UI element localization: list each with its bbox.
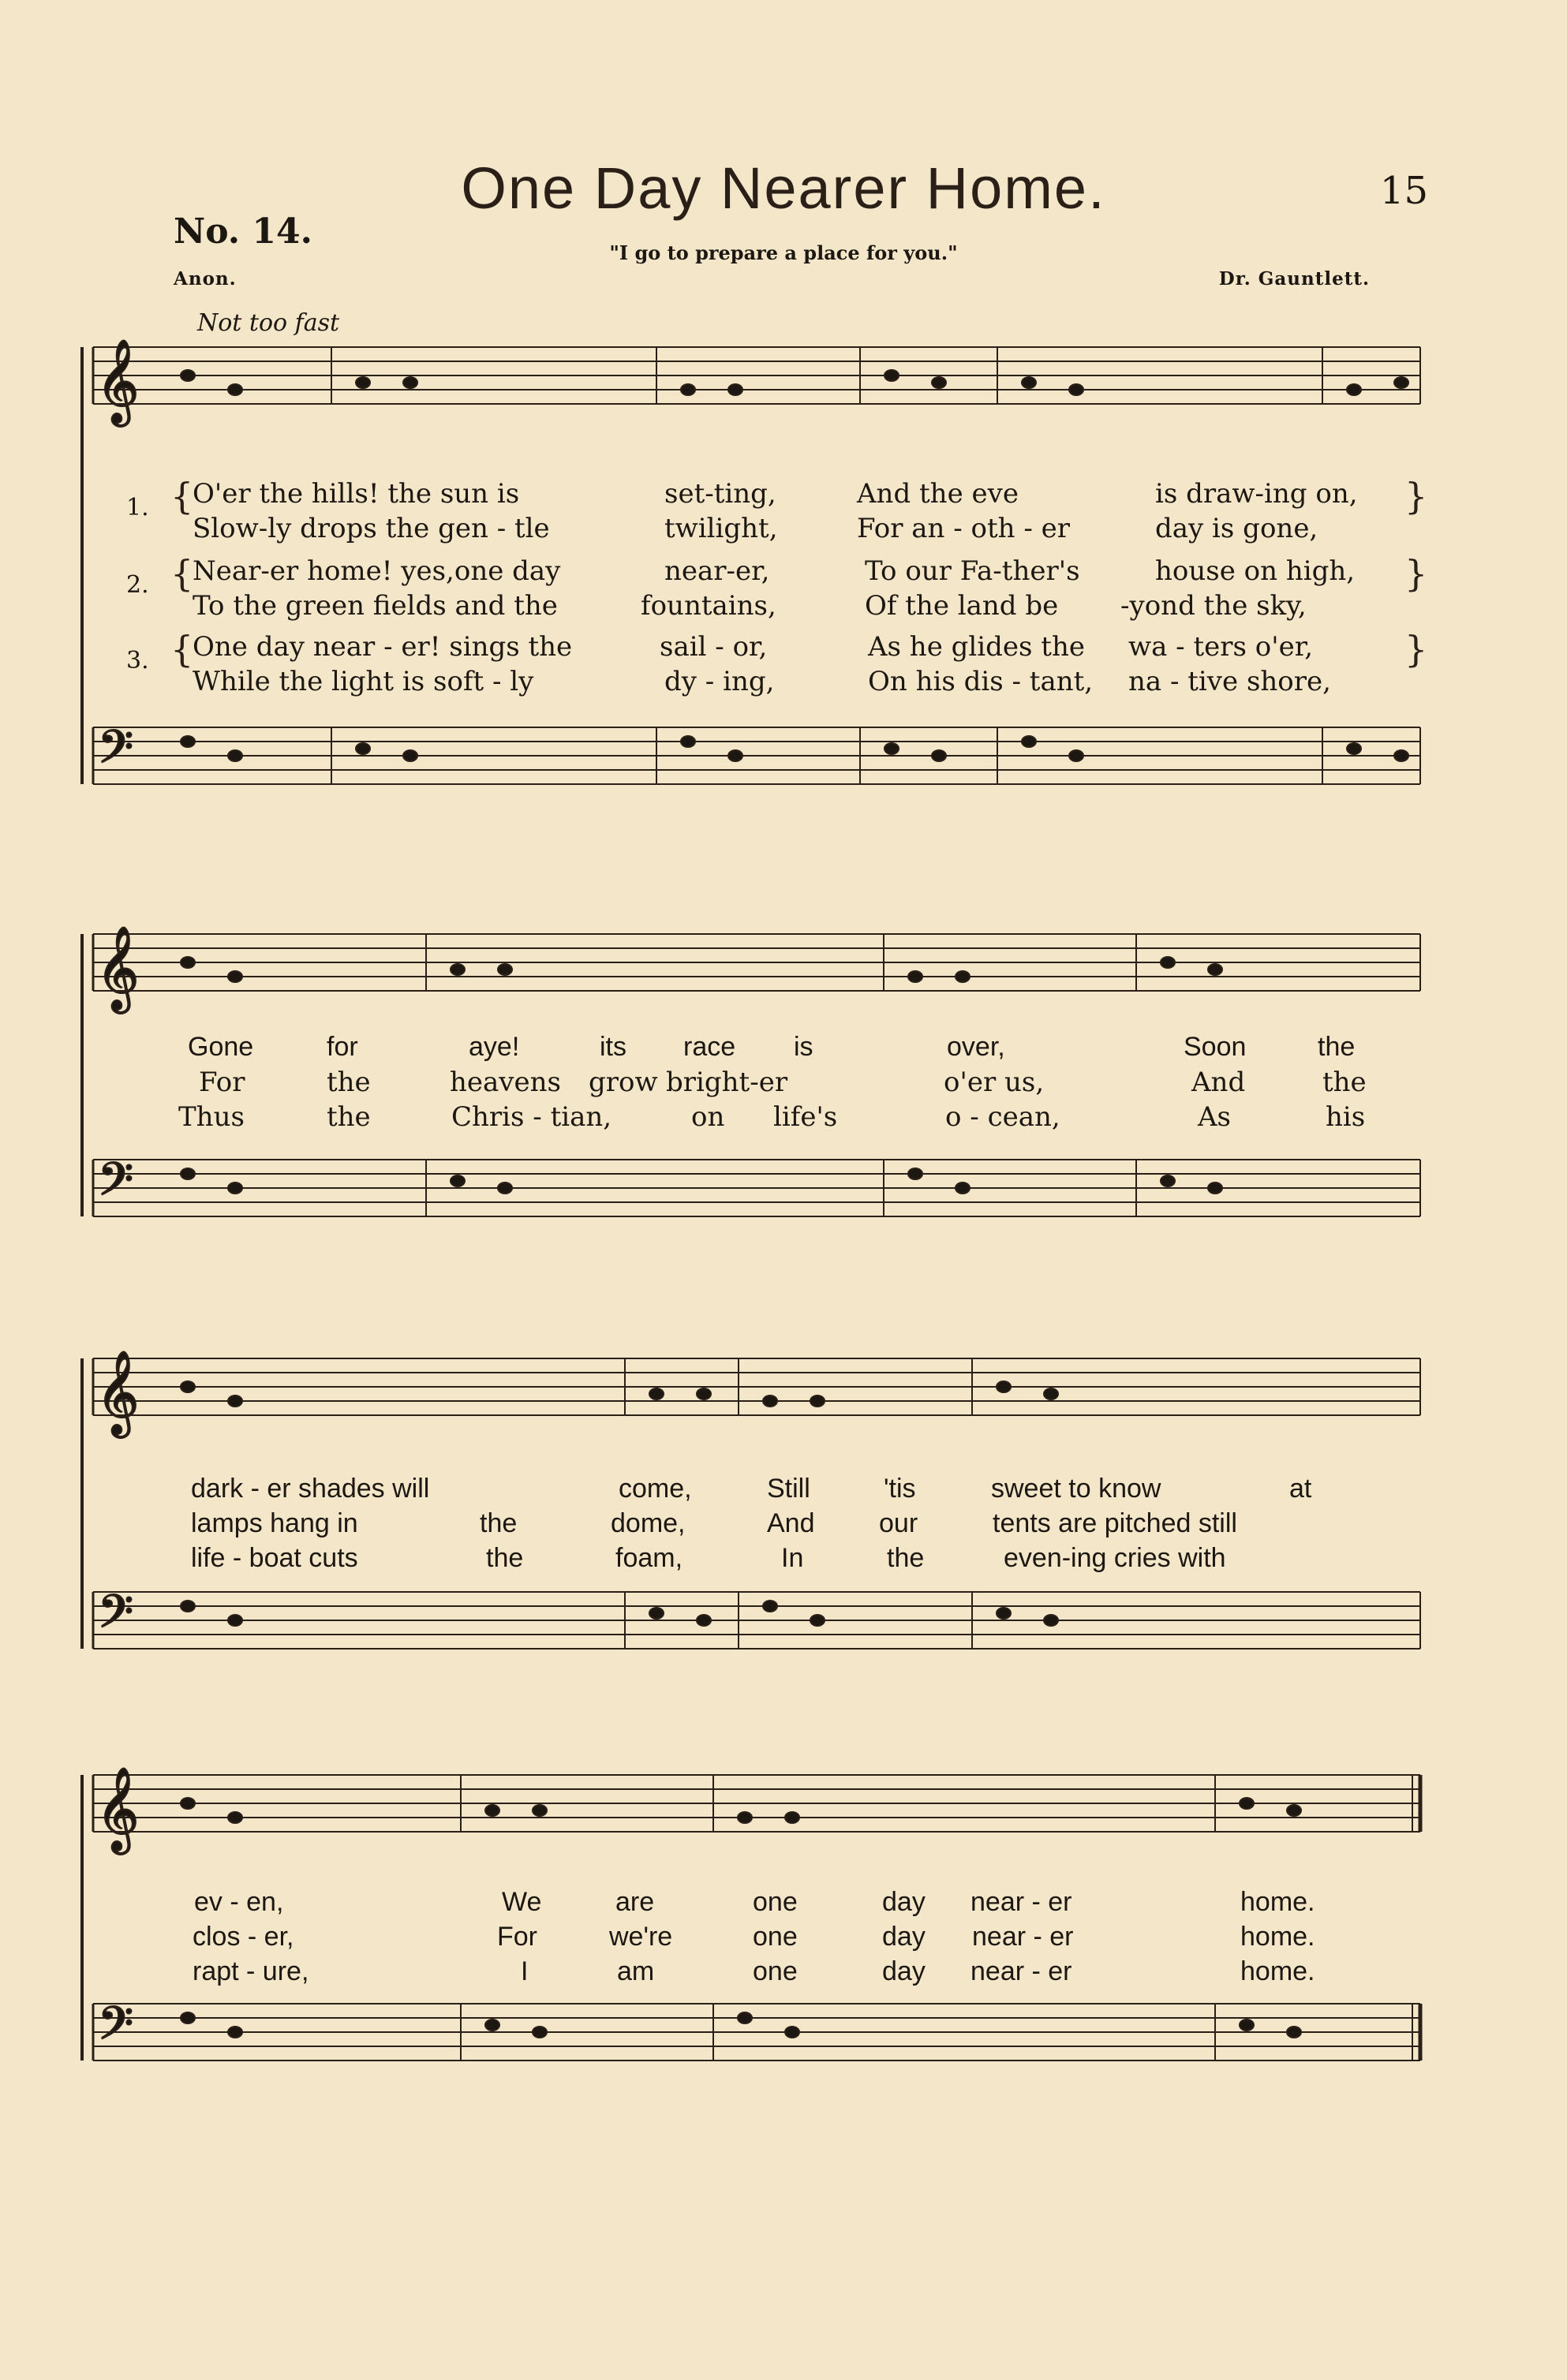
- verse-number-1: 1.: [126, 494, 149, 521]
- lyric-word: And: [767, 1508, 815, 1538]
- note-head: [1347, 743, 1361, 754]
- lyric-word: home.: [1240, 1956, 1315, 1986]
- lyric-word: o - cean,: [945, 1101, 1060, 1133]
- clef-icon: 𝄢: [98, 1585, 134, 1650]
- epigraph: "I go to prepare a place for you.": [609, 241, 958, 264]
- lyric-v3a-4: wa - ters o'er,: [1128, 631, 1314, 663]
- lyric-word: the: [1318, 1032, 1356, 1062]
- lyric-v1b-3: For an - oth - er: [857, 513, 1071, 544]
- lyric-word: one: [753, 1956, 798, 1986]
- lyric-word: Chris - tian,: [451, 1101, 612, 1133]
- lyric-v1a-3: And the eve: [857, 478, 1019, 510]
- lyric-v3b-3: On his dis - tant,: [868, 666, 1094, 697]
- verse-brace: }: [1404, 628, 1428, 671]
- lyric-v3b-4: na - tive shore,: [1128, 666, 1331, 697]
- lyric-word: I: [521, 1956, 529, 1986]
- lyric-word: am: [617, 1956, 655, 1986]
- note-head: [763, 1395, 777, 1407]
- lyric-word: heavens: [450, 1067, 561, 1098]
- note-head: [498, 1183, 512, 1194]
- lyric-word: on: [691, 1101, 725, 1133]
- lyric-word: come,: [619, 1474, 692, 1504]
- lyric-word: home.: [1240, 1922, 1315, 1952]
- note-head: [697, 1615, 711, 1626]
- lyric-v3b-2: dy - ing,: [664, 666, 775, 697]
- note-head: [908, 1168, 922, 1179]
- lyric-word: the: [327, 1101, 371, 1133]
- lyric-word: near - er: [970, 1887, 1072, 1917]
- lyric-v2a-4: house on high,: [1155, 555, 1356, 587]
- note-head: [228, 1812, 242, 1823]
- note-head: [181, 370, 195, 381]
- note-head: [785, 1812, 799, 1823]
- note-head: [498, 964, 512, 975]
- lyric-v2b-4: -yond the sky,: [1120, 590, 1307, 622]
- lyric-v3a-1: One day near - er! sings the: [193, 631, 573, 663]
- verse-brace: }: [1404, 552, 1428, 595]
- lyric-word: And: [1191, 1067, 1246, 1098]
- tempo-marking: Not too fast: [197, 309, 340, 337]
- lyric-word: life's: [773, 1101, 838, 1133]
- author-credit: Anon.: [174, 268, 237, 290]
- verse-brace: {: [170, 628, 194, 671]
- lyric-v1a-2: set-ting,: [664, 478, 776, 510]
- lyric-word: Soon: [1184, 1032, 1247, 1062]
- note-head: [181, 1168, 195, 1179]
- note-head: [1069, 750, 1083, 761]
- note-head: [533, 1805, 547, 1816]
- note-head: [728, 750, 742, 761]
- lyric-word: his: [1326, 1101, 1366, 1133]
- note-head: [181, 1601, 195, 1612]
- note-head: [181, 1798, 195, 1809]
- note-head: [1069, 384, 1083, 395]
- note-head: [1044, 1615, 1058, 1626]
- note-head: [649, 1608, 664, 1619]
- lyric-word: even-ing cries with: [1004, 1543, 1226, 1573]
- note-head: [228, 971, 242, 982]
- lyric-word: we're: [609, 1922, 673, 1952]
- lyric-v2b-3: Of the land be: [865, 590, 1059, 622]
- lyric-word: bright-er: [666, 1067, 788, 1098]
- page-number: 15: [1379, 169, 1428, 213]
- note-head: [810, 1395, 825, 1407]
- lyric-word: tents are pitched still: [993, 1508, 1237, 1538]
- lyric-word: the: [887, 1543, 925, 1573]
- note-head: [884, 743, 899, 754]
- note-head: [763, 1601, 777, 1612]
- note-head: [228, 1183, 242, 1194]
- note-head: [1347, 384, 1361, 395]
- lyric-word: race: [683, 1032, 736, 1062]
- note-head: [228, 384, 242, 395]
- lyric-word: For: [199, 1067, 245, 1098]
- lyric-word: is: [794, 1032, 813, 1062]
- note-head: [997, 1608, 1011, 1619]
- clef-icon: 𝄢: [98, 1153, 134, 1217]
- lyric-word: dark - er shades will: [191, 1474, 430, 1504]
- lyric-v1b-2: twilight,: [664, 513, 778, 544]
- note-head: [356, 377, 370, 388]
- note-head: [649, 1388, 664, 1399]
- note-head: [1161, 957, 1175, 968]
- lyric-word: the: [1322, 1067, 1367, 1098]
- note-head: [956, 971, 970, 982]
- lyric-word: are: [615, 1887, 655, 1917]
- note-head: [1287, 2027, 1301, 2038]
- clef-icon: 𝄞: [96, 1350, 140, 1434]
- lyric-word: grow: [589, 1067, 658, 1098]
- note-head: [181, 957, 195, 968]
- note-head: [738, 2012, 752, 2023]
- note-head: [403, 750, 417, 761]
- lyric-v2a-1: Near-er home! yes,one day: [193, 555, 561, 587]
- lyric-word: the: [480, 1508, 518, 1538]
- lyric-word: ev - en,: [194, 1887, 284, 1917]
- note-head: [228, 1615, 242, 1626]
- note-head: [1208, 964, 1222, 975]
- clef-icon: 𝄞: [96, 1766, 140, 1851]
- lyric-word: our: [879, 1508, 918, 1538]
- note-head: [728, 384, 742, 395]
- lyric-word: 'tis: [884, 1474, 916, 1504]
- lyric-v3a-3: As he glides the: [868, 631, 1085, 663]
- lyric-word: dome,: [611, 1508, 686, 1538]
- note-head: [908, 971, 922, 982]
- lyric-word: the: [486, 1543, 524, 1573]
- lyric-word: day: [882, 1956, 926, 1986]
- note-head: [181, 2012, 195, 2023]
- note-head: [228, 2027, 242, 2038]
- note-head: [485, 1805, 499, 1816]
- note-head: [810, 1615, 825, 1626]
- note-head: [356, 743, 370, 754]
- lyric-word: lamps hang in: [191, 1508, 358, 1538]
- lyric-word: rapt - ure,: [193, 1956, 309, 1986]
- lyric-word: Thus: [178, 1101, 245, 1133]
- lyric-word: aye!: [469, 1032, 520, 1062]
- lyric-word: for: [327, 1032, 358, 1062]
- lyric-word: over,: [947, 1032, 1005, 1062]
- lyric-word: Gone: [188, 1032, 254, 1062]
- note-head: [1022, 736, 1036, 747]
- lyric-v2b-1: To the green fields and the: [193, 590, 558, 622]
- note-head: [228, 1395, 242, 1407]
- note-head: [403, 377, 417, 388]
- note-head: [1044, 1388, 1058, 1399]
- lyric-v1b-4: day is gone,: [1155, 513, 1318, 544]
- note-head: [1287, 1805, 1301, 1816]
- lyric-word: at: [1289, 1474, 1312, 1504]
- lyric-word: life - boat cuts: [191, 1543, 358, 1573]
- verse-brace: {: [170, 552, 194, 595]
- lyric-v1b-1: Slow-ly drops the gen - tle: [193, 513, 550, 544]
- note-head: [181, 736, 195, 747]
- note-head: [1208, 1183, 1222, 1194]
- lyric-word: home.: [1240, 1887, 1315, 1917]
- note-head: [1394, 750, 1408, 761]
- lyric-word: Still: [767, 1474, 810, 1504]
- hymn-title: One Day Nearer Home.: [461, 155, 1106, 221]
- lyric-v3a-2: sail - or,: [660, 631, 768, 663]
- verse-number-3: 3.: [126, 647, 149, 674]
- note-head: [533, 2027, 547, 2038]
- clef-icon: 𝄞: [96, 925, 140, 1010]
- note-head: [451, 1175, 465, 1186]
- hymn-number: No. 14.: [174, 211, 312, 252]
- note-head: [932, 750, 946, 761]
- verse-number-2: 2.: [126, 571, 149, 599]
- note-head: [738, 1812, 752, 1823]
- note-head: [181, 1381, 195, 1392]
- lyric-word: In: [781, 1543, 804, 1573]
- lyric-v3b-1: While the light is soft - ly: [193, 666, 534, 697]
- note-head: [697, 1388, 711, 1399]
- note-head: [485, 2019, 499, 2031]
- lyric-word: near - er: [970, 1956, 1072, 1986]
- note-head: [785, 2027, 799, 2038]
- lyric-v2a-3: To our Fa-ther's: [865, 555, 1080, 587]
- note-head: [1161, 1175, 1175, 1186]
- note-head: [1240, 2019, 1254, 2031]
- verse-brace: {: [170, 475, 194, 517]
- lyric-word: day: [882, 1887, 926, 1917]
- note-head: [681, 384, 695, 395]
- lyric-word: For: [497, 1922, 537, 1952]
- lyric-word: the: [327, 1067, 371, 1098]
- note-head: [997, 1381, 1011, 1392]
- lyric-v2b-2: fountains,: [641, 590, 776, 622]
- lyric-word: o'er us,: [944, 1067, 1045, 1098]
- lyric-word: foam,: [615, 1543, 683, 1573]
- note-head: [681, 736, 695, 747]
- lyric-word: day: [882, 1922, 926, 1952]
- lyric-word: its: [600, 1032, 626, 1062]
- lyric-word: As: [1198, 1101, 1232, 1133]
- clef-icon: 𝄢: [98, 1997, 134, 2061]
- clef-icon: 𝄢: [98, 720, 134, 785]
- note-head: [884, 370, 899, 381]
- verse-brace: }: [1404, 475, 1428, 517]
- note-head: [1240, 1798, 1254, 1809]
- note-head: [1022, 377, 1036, 388]
- composer-credit: Dr. Gauntlett.: [1218, 268, 1370, 290]
- note-head: [451, 964, 465, 975]
- lyric-word: We: [502, 1887, 542, 1917]
- lyric-v1a-1: O'er the hills! the sun is: [193, 478, 520, 510]
- note-head: [228, 750, 242, 761]
- lyric-v1a-4: is draw-ing on,: [1155, 478, 1358, 510]
- lyric-v2a-2: near-er,: [664, 555, 770, 587]
- lyric-word: one: [753, 1887, 798, 1917]
- lyric-word: one: [753, 1922, 798, 1952]
- lyric-word: near - er: [972, 1922, 1074, 1952]
- note-head: [956, 1183, 970, 1194]
- note-head: [1394, 377, 1408, 388]
- clef-icon: 𝄞: [96, 338, 140, 423]
- note-head: [932, 377, 946, 388]
- lyric-word: sweet to know: [991, 1474, 1161, 1504]
- lyric-word: clos - er,: [193, 1922, 294, 1952]
